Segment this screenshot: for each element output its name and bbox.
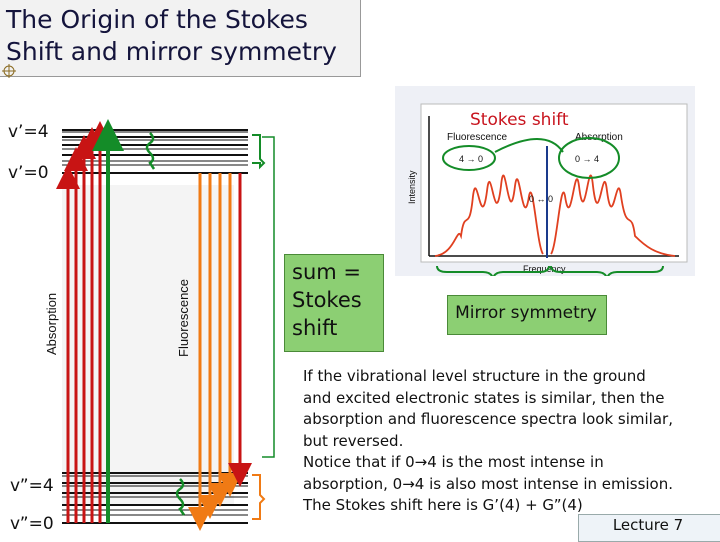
crosshair-icon (2, 64, 16, 78)
slide-title: The Origin of the Stokes Shift and mirror symmetry (6, 5, 337, 66)
absorption-axis-label: Absorption (44, 292, 59, 355)
spectrum-absorption-label: Absorption (575, 132, 623, 143)
lecture-label: Lecture 7 (612, 516, 684, 534)
sum-text: sum = Stokes shift (292, 260, 362, 340)
energy-level-diagram (0, 95, 290, 540)
level-v-double-prime-0: v”=0 (10, 514, 54, 534)
spectrum-fluorescence-label: Fluorescence (447, 132, 508, 143)
spectrum-arrow-left-label: 4 → 0 (459, 154, 484, 164)
stokes-shift-label: Stokes shift (470, 110, 569, 130)
level-v-prime-0: v’=0 (8, 163, 49, 183)
spectrum-center-label: 0 ↔ 0 (529, 194, 554, 204)
spectrum-intensity-label: Intensity (407, 170, 417, 204)
fluorescence-axis-label: Fluorescence (176, 278, 191, 357)
level-v-prime-4: v’=4 (8, 122, 49, 142)
spectrum-arrow-right-label: 0 → 4 (575, 154, 600, 164)
level-v-double-prime-4: v”=4 (10, 476, 54, 496)
explanation-text: If the vibrational level structure in the ground and excited electronic states is similar, then the absorption and fluorescence spectra look similar, but reversed. Notice that if 0→4 is the most intense in absorption, 0→4 is also most intense in emission. The Stokes shift here is G’(4) + G”(4) (303, 367, 674, 514)
mirror-symmetry-label: Mirror symmetry (455, 303, 597, 323)
spectrum-frequency-label: Frequency (523, 264, 566, 274)
